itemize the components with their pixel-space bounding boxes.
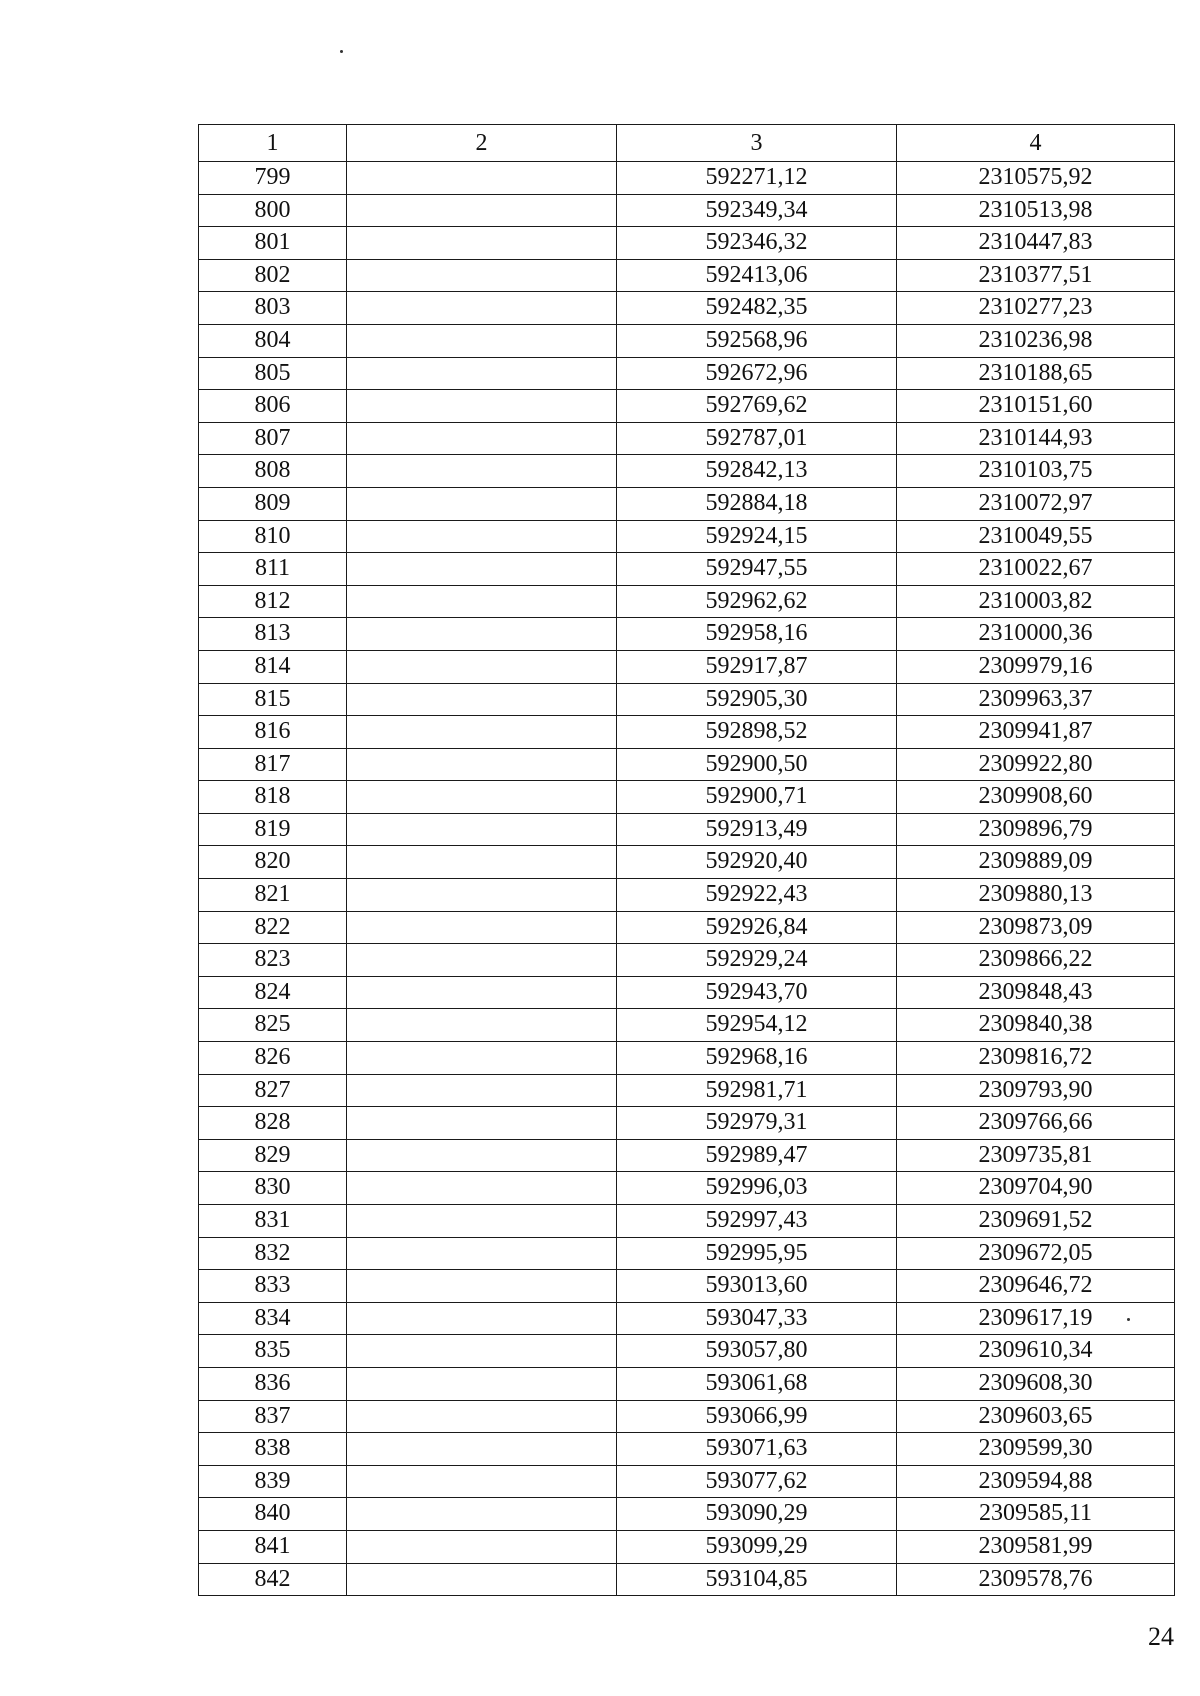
table-cell-col-4: 2309603,65 (897, 1400, 1175, 1433)
table-cell-col-3: 592900,71 (617, 781, 897, 814)
table-cell-col-3: 592842,13 (617, 455, 897, 488)
table-row (199, 390, 1175, 423)
table-cell-col-2 (347, 259, 617, 292)
table-cell-col-4: 2309581,99 (897, 1530, 1175, 1563)
table-cell-col-1: 826 (199, 1042, 347, 1075)
table-cell-col-1: 819 (199, 813, 347, 846)
column-header-2: 2 (347, 125, 617, 162)
table-cell-col-2 (347, 1270, 617, 1303)
coordinates-table-container (198, 124, 1174, 1596)
table-cell-col-2 (347, 357, 617, 390)
table-cell-col-1: 838 (199, 1433, 347, 1466)
table-cell-col-1: 835 (199, 1335, 347, 1368)
table-cell-col-1: 825 (199, 1009, 347, 1042)
table-cell-col-1: 806 (199, 390, 347, 423)
table-cell-col-3: 592929,24 (617, 944, 897, 977)
table-cell-col-1: 818 (199, 781, 347, 814)
table-cell-col-3: 593099,29 (617, 1530, 897, 1563)
table-cell-col-4: 2309908,60 (897, 781, 1175, 814)
table-cell-col-2 (347, 716, 617, 749)
table-cell-col-1: 820 (199, 846, 347, 879)
table-row (199, 227, 1175, 260)
table-cell-col-4: 2309766,66 (897, 1107, 1175, 1140)
table-cell-col-2 (347, 1530, 617, 1563)
table-cell-col-4: 2309866,22 (897, 944, 1175, 977)
table-cell-col-4: 2309646,72 (897, 1270, 1175, 1303)
table-cell-col-1: 830 (199, 1172, 347, 1205)
table-cell-col-4: 2309880,13 (897, 879, 1175, 912)
table-row (199, 259, 1175, 292)
table-cell-col-2 (347, 1237, 617, 1270)
table-cell-col-3: 593071,63 (617, 1433, 897, 1466)
table-cell-col-2 (347, 1302, 617, 1335)
table-cell-col-2 (347, 1465, 617, 1498)
table-cell-col-4: 2310072,97 (897, 487, 1175, 520)
table-cell-col-2 (347, 650, 617, 683)
table-cell-col-3: 593066,99 (617, 1400, 897, 1433)
table-cell-col-3: 592413,06 (617, 259, 897, 292)
table-cell-col-2 (347, 585, 617, 618)
table-cell-col-3: 592962,62 (617, 585, 897, 618)
table-cell-col-2 (347, 390, 617, 423)
table-cell-col-3: 592913,49 (617, 813, 897, 846)
table-cell-col-2 (347, 846, 617, 879)
table-row (199, 1335, 1175, 1368)
table-cell-col-4: 2309793,90 (897, 1074, 1175, 1107)
table-cell-col-1: 833 (199, 1270, 347, 1303)
table-cell-col-4: 2309816,72 (897, 1042, 1175, 1075)
table-cell-col-1: 822 (199, 911, 347, 944)
table-row (199, 1302, 1175, 1335)
table-cell-col-3: 592787,01 (617, 422, 897, 455)
table-cell-col-2 (347, 976, 617, 1009)
table-cell-col-4: 2309578,76 (897, 1563, 1175, 1596)
table-row (199, 422, 1175, 455)
table-cell-col-4: 2310377,51 (897, 259, 1175, 292)
table-cell-col-3: 592979,31 (617, 1107, 897, 1140)
table-cell-col-3: 592568,96 (617, 324, 897, 357)
table-cell-col-4: 2309840,38 (897, 1009, 1175, 1042)
table-cell-col-1: 811 (199, 553, 347, 586)
table-cell-col-1: 841 (199, 1530, 347, 1563)
table-body (199, 162, 1175, 1596)
table-cell-col-4: 2309963,37 (897, 683, 1175, 716)
table-cell-col-2 (347, 1367, 617, 1400)
table-cell-col-3: 592954,12 (617, 1009, 897, 1042)
table-cell-col-4: 2310144,93 (897, 422, 1175, 455)
table-cell-col-4: 2309585,11 (897, 1498, 1175, 1531)
table-cell-col-3: 593077,62 (617, 1465, 897, 1498)
table-cell-col-1: 801 (199, 227, 347, 260)
table-cell-col-4: 2310049,55 (897, 520, 1175, 553)
table-cell-col-3: 592884,18 (617, 487, 897, 520)
table-cell-col-2 (347, 553, 617, 586)
table-cell-col-2 (347, 194, 617, 227)
table-cell-col-1: 803 (199, 292, 347, 325)
table-cell-col-4: 2310003,82 (897, 585, 1175, 618)
page-number: 24 (1148, 1622, 1174, 1651)
table-row (199, 813, 1175, 846)
table-row (199, 357, 1175, 390)
table-row (199, 585, 1175, 618)
table-cell-col-3: 593057,80 (617, 1335, 897, 1368)
table-cell-col-2 (347, 879, 617, 912)
table-row (199, 1172, 1175, 1205)
table-cell-col-4: 2309704,90 (897, 1172, 1175, 1205)
table-cell-col-2 (347, 422, 617, 455)
table-row (199, 1433, 1175, 1466)
table-row (199, 683, 1175, 716)
table-cell-col-1: 804 (199, 324, 347, 357)
table-cell-col-4: 2309610,34 (897, 1335, 1175, 1368)
table-row (199, 162, 1175, 195)
table-cell-col-1: 824 (199, 976, 347, 1009)
table-row (199, 1270, 1175, 1303)
table-cell-col-3: 592981,71 (617, 1074, 897, 1107)
table-cell-col-2 (347, 1074, 617, 1107)
table-cell-col-3: 592769,62 (617, 390, 897, 423)
table-cell-col-4: 2309608,30 (897, 1367, 1175, 1400)
table-cell-col-4: 2310000,36 (897, 618, 1175, 651)
table-cell-col-1: 836 (199, 1367, 347, 1400)
table-row (199, 1139, 1175, 1172)
table-cell-col-1: 808 (199, 455, 347, 488)
table-row (199, 1465, 1175, 1498)
table-cell-col-3: 593104,85 (617, 1563, 897, 1596)
table-cell-col-2 (347, 1563, 617, 1596)
table-row (199, 976, 1175, 1009)
table-cell-col-3: 592900,50 (617, 748, 897, 781)
table-cell-col-4: 2310103,75 (897, 455, 1175, 488)
table-cell-col-4: 2309889,09 (897, 846, 1175, 879)
table-cell-col-2 (347, 1107, 617, 1140)
table-cell-col-2 (347, 1400, 617, 1433)
table-row (199, 487, 1175, 520)
table-cell-col-3: 593013,60 (617, 1270, 897, 1303)
table-cell-col-4: 2309848,43 (897, 976, 1175, 1009)
table-cell-col-3: 592924,15 (617, 520, 897, 553)
table-cell-col-1: 812 (199, 585, 347, 618)
table-row (199, 194, 1175, 227)
table-cell-col-3: 593047,33 (617, 1302, 897, 1335)
table-cell-col-2 (347, 683, 617, 716)
table-cell-col-2 (347, 292, 617, 325)
table-cell-col-3: 592482,35 (617, 292, 897, 325)
table-row (199, 1074, 1175, 1107)
table-cell-col-2 (347, 748, 617, 781)
table-cell-col-4: 2309979,16 (897, 650, 1175, 683)
table-cell-col-4: 2309599,30 (897, 1433, 1175, 1466)
table-cell-col-2 (347, 944, 617, 977)
table-cell-col-4: 2309873,09 (897, 911, 1175, 944)
column-header-3: 3 (617, 125, 897, 162)
table-header-row (199, 125, 1175, 162)
table-cell-col-2 (347, 1139, 617, 1172)
table-cell-col-1: 810 (199, 520, 347, 553)
table-cell-col-2 (347, 618, 617, 651)
table-row (199, 1042, 1175, 1075)
column-header-1: 1 (199, 125, 347, 162)
table-cell-col-1: 837 (199, 1400, 347, 1433)
table-cell-col-3: 593061,68 (617, 1367, 897, 1400)
table-cell-col-1: 842 (199, 1563, 347, 1596)
table-cell-col-1: 817 (199, 748, 347, 781)
table-cell-col-1: 840 (199, 1498, 347, 1531)
table-cell-col-4: 2310277,23 (897, 292, 1175, 325)
table-cell-col-1: 802 (199, 259, 347, 292)
stray-mark (1127, 1318, 1130, 1321)
table-cell-col-3: 592920,40 (617, 846, 897, 879)
table-cell-col-3: 592996,03 (617, 1172, 897, 1205)
table-cell-col-4: 2310188,65 (897, 357, 1175, 390)
table-row (199, 292, 1175, 325)
table-cell-col-2 (347, 1172, 617, 1205)
table-row (199, 618, 1175, 651)
table-cell-col-4: 2310513,98 (897, 194, 1175, 227)
table-row (199, 1367, 1175, 1400)
table-row (199, 846, 1175, 879)
table-cell-col-1: 815 (199, 683, 347, 716)
table-cell-col-3: 592672,96 (617, 357, 897, 390)
table-cell-col-4: 2309691,52 (897, 1205, 1175, 1238)
table-cell-col-2 (347, 455, 617, 488)
table-cell-col-1: 839 (199, 1465, 347, 1498)
table-cell-col-2 (347, 1335, 617, 1368)
table-cell-col-2 (347, 324, 617, 357)
table-cell-col-3: 592271,12 (617, 162, 897, 195)
table-cell-col-1: 816 (199, 716, 347, 749)
table-cell-col-1: 829 (199, 1139, 347, 1172)
table-cell-col-3: 592997,43 (617, 1205, 897, 1238)
table-cell-col-3: 592995,95 (617, 1237, 897, 1270)
table-cell-col-3: 593090,29 (617, 1498, 897, 1531)
table-cell-col-3: 592905,30 (617, 683, 897, 716)
table-cell-col-2 (347, 813, 617, 846)
table-cell-col-3: 592346,32 (617, 227, 897, 260)
table-cell-col-1: 809 (199, 487, 347, 520)
table-cell-col-4: 2310022,67 (897, 553, 1175, 586)
stray-mark (340, 50, 343, 53)
table-cell-col-4: 2309672,05 (897, 1237, 1175, 1270)
table-cell-col-1: 827 (199, 1074, 347, 1107)
table-cell-col-3: 592943,70 (617, 976, 897, 1009)
table-cell-col-3: 592926,84 (617, 911, 897, 944)
table-row (199, 1237, 1175, 1270)
table-row (199, 1009, 1175, 1042)
coordinates-table (198, 124, 1175, 1596)
table-row (199, 748, 1175, 781)
table-cell-col-2 (347, 1433, 617, 1466)
table-cell-col-1: 799 (199, 162, 347, 195)
table-cell-col-4: 2309922,80 (897, 748, 1175, 781)
table-cell-col-2 (347, 1498, 617, 1531)
table-row (199, 1530, 1175, 1563)
table-cell-col-1: 828 (199, 1107, 347, 1140)
table-cell-col-1: 834 (199, 1302, 347, 1335)
table-cell-col-4: 2309617,19 (897, 1302, 1175, 1335)
table-cell-col-1: 805 (199, 357, 347, 390)
table-row (199, 455, 1175, 488)
table-cell-col-1: 823 (199, 944, 347, 977)
table-cell-col-3: 592968,16 (617, 1042, 897, 1075)
table-cell-col-2 (347, 1205, 617, 1238)
table-cell-col-2 (347, 1042, 617, 1075)
table-cell-col-1: 832 (199, 1237, 347, 1270)
table-row (199, 1498, 1175, 1531)
table-row (199, 1107, 1175, 1140)
table-cell-col-1: 831 (199, 1205, 347, 1238)
table-cell-col-2 (347, 911, 617, 944)
table-cell-col-2 (347, 487, 617, 520)
table-row (199, 1563, 1175, 1596)
table-cell-col-3: 592922,43 (617, 879, 897, 912)
table-cell-col-4: 2309896,79 (897, 813, 1175, 846)
table-cell-col-3: 592989,47 (617, 1139, 897, 1172)
table-cell-col-4: 2310447,83 (897, 227, 1175, 260)
table-cell-col-1: 821 (199, 879, 347, 912)
table-cell-col-4: 2310236,98 (897, 324, 1175, 357)
table-row (199, 879, 1175, 912)
table-row (199, 781, 1175, 814)
table-cell-col-3: 592947,55 (617, 553, 897, 586)
table-cell-col-2 (347, 781, 617, 814)
table-row (199, 944, 1175, 977)
table-cell-col-1: 807 (199, 422, 347, 455)
table-cell-col-4: 2309735,81 (897, 1139, 1175, 1172)
column-header-4: 4 (897, 125, 1175, 162)
table-row (199, 520, 1175, 553)
table-cell-col-2 (347, 1009, 617, 1042)
table-cell-col-4: 2310151,60 (897, 390, 1175, 423)
table-cell-col-1: 800 (199, 194, 347, 227)
table-cell-col-4: 2310575,92 (897, 162, 1175, 195)
table-row (199, 1205, 1175, 1238)
table-cell-col-1: 813 (199, 618, 347, 651)
table-row (199, 716, 1175, 749)
table-row (199, 1400, 1175, 1433)
table-row (199, 650, 1175, 683)
table-cell-col-3: 592898,52 (617, 716, 897, 749)
table-cell-col-2 (347, 162, 617, 195)
table-cell-col-2 (347, 227, 617, 260)
table-cell-col-4: 2309941,87 (897, 716, 1175, 749)
table-cell-col-3: 592349,34 (617, 194, 897, 227)
table-row (199, 911, 1175, 944)
table-cell-col-2 (347, 520, 617, 553)
table-cell-col-1: 814 (199, 650, 347, 683)
table-row (199, 553, 1175, 586)
table-cell-col-3: 592958,16 (617, 618, 897, 651)
table-cell-col-3: 592917,87 (617, 650, 897, 683)
table-cell-col-4: 2309594,88 (897, 1465, 1175, 1498)
table-row (199, 324, 1175, 357)
